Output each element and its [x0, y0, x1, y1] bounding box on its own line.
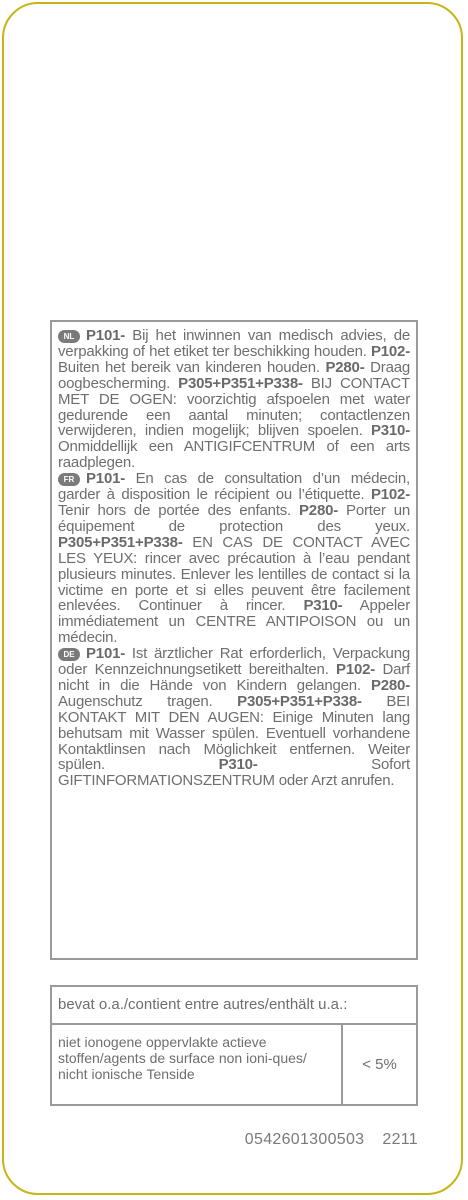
statement-text: Bij het inwinnen van medisch advies, de verpakking of het etiket ter beschikking houden. — [58, 327, 410, 360]
statement-text: Onmiddellijk een ANTIGIFCENTRUM of een arts raadplegen. — [58, 438, 410, 472]
statement-text: Porter un équipement de protection des yeux. — [58, 501, 411, 535]
statement-text: BIJ CONTACT MET DE OGEN: voorzichtig afspoelen met water gedurende een aantal minuten; contactlenzen verwijderen, indien mogelijk; blijven spoelen. — [58, 374, 410, 440]
p-code: P280- — [370, 676, 410, 694]
statement-text: En cas de consultation d’un médecin, garder à disposition le récipient ou l’étiquette. — [58, 470, 410, 504]
warnings-german — [58, 646, 410, 789]
p-code: P305+P351+P338- — [237, 692, 362, 710]
language-badge-fr-icon: FR — [58, 473, 80, 486]
precautionary-statements-box — [50, 320, 418, 960]
language-badge-de-icon: DE — [58, 648, 80, 661]
statement-text: BEI KONTAKT MIT DEN AUGEN: Einige Minuten lang behutsam mit Wasser spülen. Eventuell vorhandene Kontaktlinsen nach Möglichkeit entfernen. Weiter spülen. — [58, 692, 410, 774]
statement-text: Buiten het bereik van kinderen houden. — [58, 358, 326, 376]
statement-text: Sofort GIFTINFORMATIONSZENTRUM oder Arzt anrufen. — [58, 756, 410, 790]
ingredient-concentration: < 5% — [362, 1056, 397, 1073]
statement-text: Augenschutz tragen. — [58, 692, 238, 710]
p-code: P102- — [336, 661, 376, 679]
ingredients-header: bevat o.a./contient entre autres/enthält u.a.: — [52, 987, 416, 1025]
p-code: P102- — [370, 342, 410, 360]
p-code: P280- — [299, 501, 339, 519]
barcode-number: 0542601300503 — [244, 1131, 365, 1148]
batch-code: 2211 — [382, 1131, 418, 1148]
statement-text: Appeler immédiatement un CENTRE ANTIPOISON ou un médecin. — [58, 597, 410, 647]
statement-text: Darf nicht in die Hände von Kindern gelangen. — [58, 661, 410, 694]
p-code: P102- — [370, 486, 410, 504]
p-code: P101- — [86, 327, 126, 344]
p-code: P280- — [325, 358, 365, 376]
statement-text: Tenir hors de portée des enfants. — [58, 501, 299, 519]
language-badge-nl-icon: NL — [58, 330, 80, 343]
p-code: P305+P351+P338- — [58, 533, 183, 551]
table-row — [52, 1025, 416, 1104]
warnings-dutch — [58, 328, 410, 471]
p-code: P310- — [303, 597, 343, 615]
p-code: P310- — [370, 422, 410, 440]
p-code: P101- — [86, 645, 126, 663]
statement-text: EN CAS DE CONTACT AVEC LES YEUX: rincer avec précaution à l’eau pendant plusieurs minutes. Enlever les lentilles de contact si la victime en porte et si elles peuvent être facilement enlevées. Continuer à rincer. — [58, 533, 410, 615]
product-codes — [245, 1131, 418, 1149]
warnings-french — [58, 471, 410, 646]
ingredient-name: niet ionogene oppervlakte actieve stoffen/agents de surface non ioni-ques/ nicht ionische Tenside — [52, 1025, 343, 1104]
p-code: P305+P351+P338- — [178, 374, 303, 392]
p-code: P310- — [218, 756, 258, 774]
statement-text: Ist ärztlicher Rat erforderlich, Verpackung oder Kennzeichnungsetikett bereithalten. — [58, 645, 410, 679]
ingredients-table — [50, 985, 418, 1106]
p-code: P101- — [86, 470, 126, 488]
statement-text: Draag oogbescherming. — [58, 358, 411, 392]
